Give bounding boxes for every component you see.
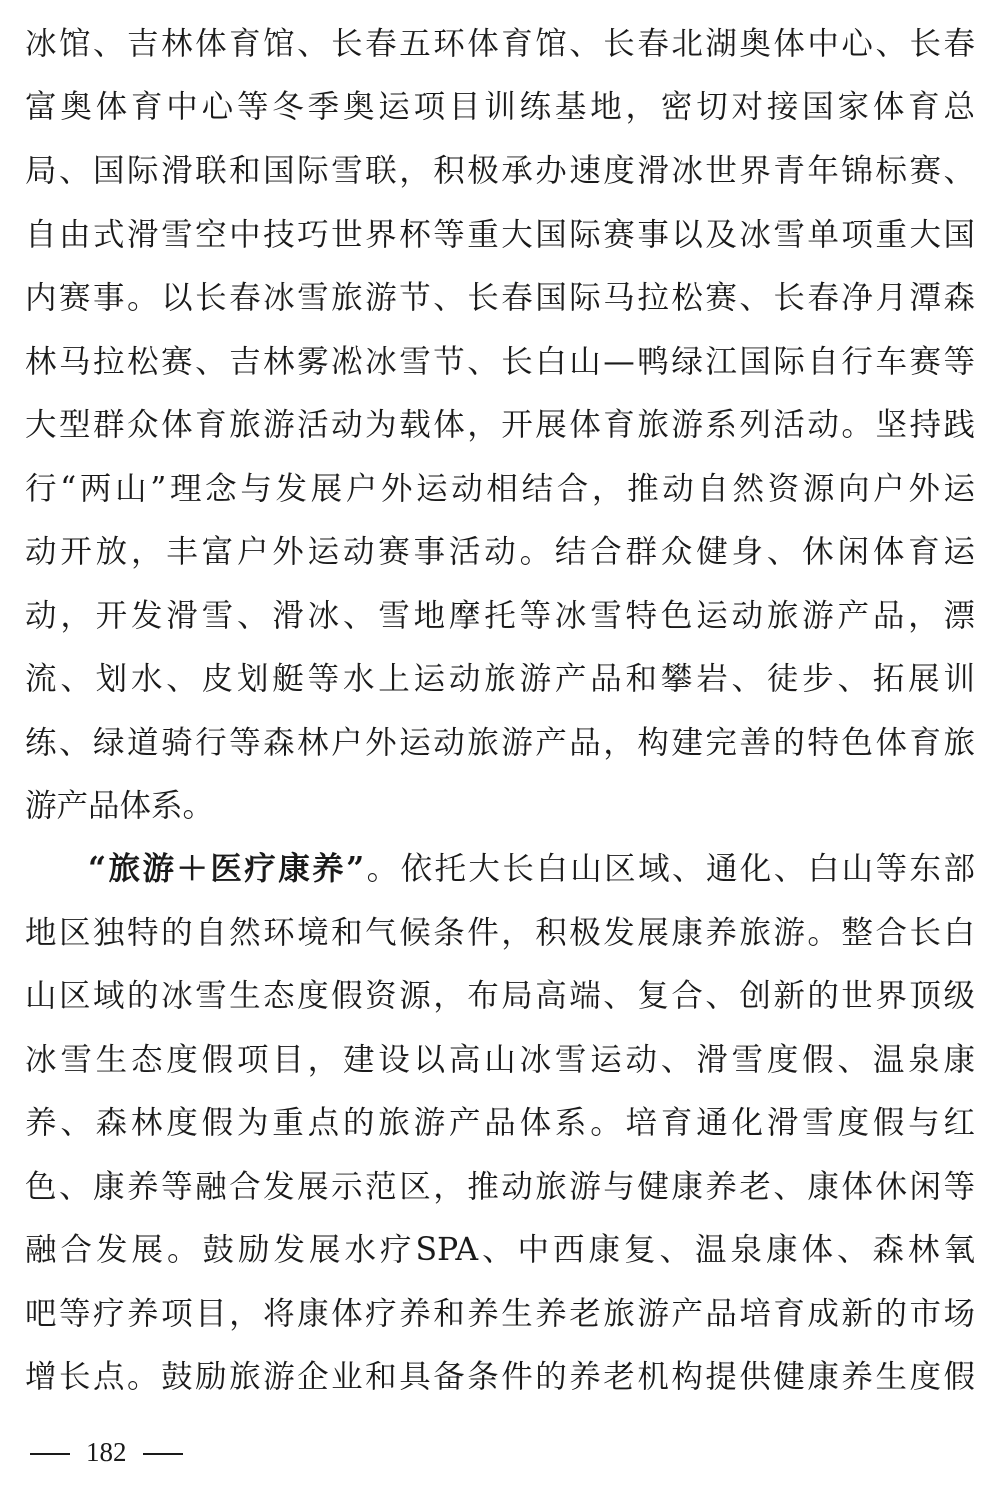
section-line: 增长点。鼓励旅游企业和具备条件的养老机构提供健康养生度假 xyxy=(25,1359,975,1395)
body-line: 大型群众体育旅游活动为载体，开展体育旅游系列活动。坚持践 xyxy=(25,407,975,443)
body-line: 局、国际滑联和国际雪联，积极承办速度滑冰世界青年锦标赛、 xyxy=(25,153,975,189)
body-line: 行“两山”理念与发展户外运动相结合，推动自然资源向户外运 xyxy=(25,471,975,507)
body-line: 游产品体系。 xyxy=(25,788,215,824)
body-line: 冰馆、吉林体育馆、长春五环体育馆、长春北湖奥体中心、长春 xyxy=(25,26,975,62)
section-first-line-text: 。依托大长白山区域、通化、白山等东部 xyxy=(364,851,975,887)
footer-dash-right xyxy=(143,1453,183,1455)
body-line: 动，开发滑雪、滑冰、雪地摩托等冰雪特色运动旅游产品，漂 xyxy=(25,598,975,634)
section-line: 吧等疗养项目，将康体疗养和养生养老旅游产品培育成新的市场 xyxy=(25,1296,975,1332)
footer-dash-left xyxy=(30,1453,70,1455)
body-line: 流、划水、皮划艇等水上运动旅游产品和攀岩、徒步、拓展训 xyxy=(25,661,975,697)
section-line: 山区域的冰雪生态度假资源，布局高端、复合、创新的世界顶级 xyxy=(25,978,975,1014)
body-line: 林马拉松赛、吉林雾凇冰雪节、长白山—鸭绿江国际自行车赛等 xyxy=(25,344,975,380)
page-footer xyxy=(30,1432,183,1472)
section-line: 融合发展。鼓励发展水疗SPA、中西康复、温泉康体、森林氧 xyxy=(25,1232,975,1268)
body-line: 动开放，丰富户外运动赛事活动。结合群众健身、休闲体育运 xyxy=(25,534,975,570)
body-line: 自由式滑雪空中技巧世界杯等重大国际赛事以及冰雪单项重大国 xyxy=(25,217,975,253)
section-line: 养、森林度假为重点的旅游产品体系。培育通化滑雪度假与红 xyxy=(25,1105,975,1141)
body-line: 富奥体育中心等冬季奥运项目训练基地，密切对接国家体育总 xyxy=(25,89,975,125)
body-line: 内赛事。以长春冰雪旅游节、长春国际马拉松赛、长春净月潭森 xyxy=(25,280,975,316)
section-first-line xyxy=(88,844,975,894)
section-line: 色、康养等融合发展示范区，推动旅游与健康养老、康体休闲等 xyxy=(25,1169,975,1205)
page-number: 182 xyxy=(86,1437,127,1467)
section-line: 冰雪生态度假项目，建设以高山冰雪运动、滑雪度假、温泉康 xyxy=(25,1042,975,1078)
body-line: 练、绿道骑行等森林户外运动旅游产品，构建完善的特色体育旅 xyxy=(25,725,975,761)
section-lead-heading: “旅游＋医疗康养” xyxy=(88,850,365,887)
section-line: 地区独特的自然环境和气候条件，积极发展康养旅游。整合长白 xyxy=(25,915,975,951)
